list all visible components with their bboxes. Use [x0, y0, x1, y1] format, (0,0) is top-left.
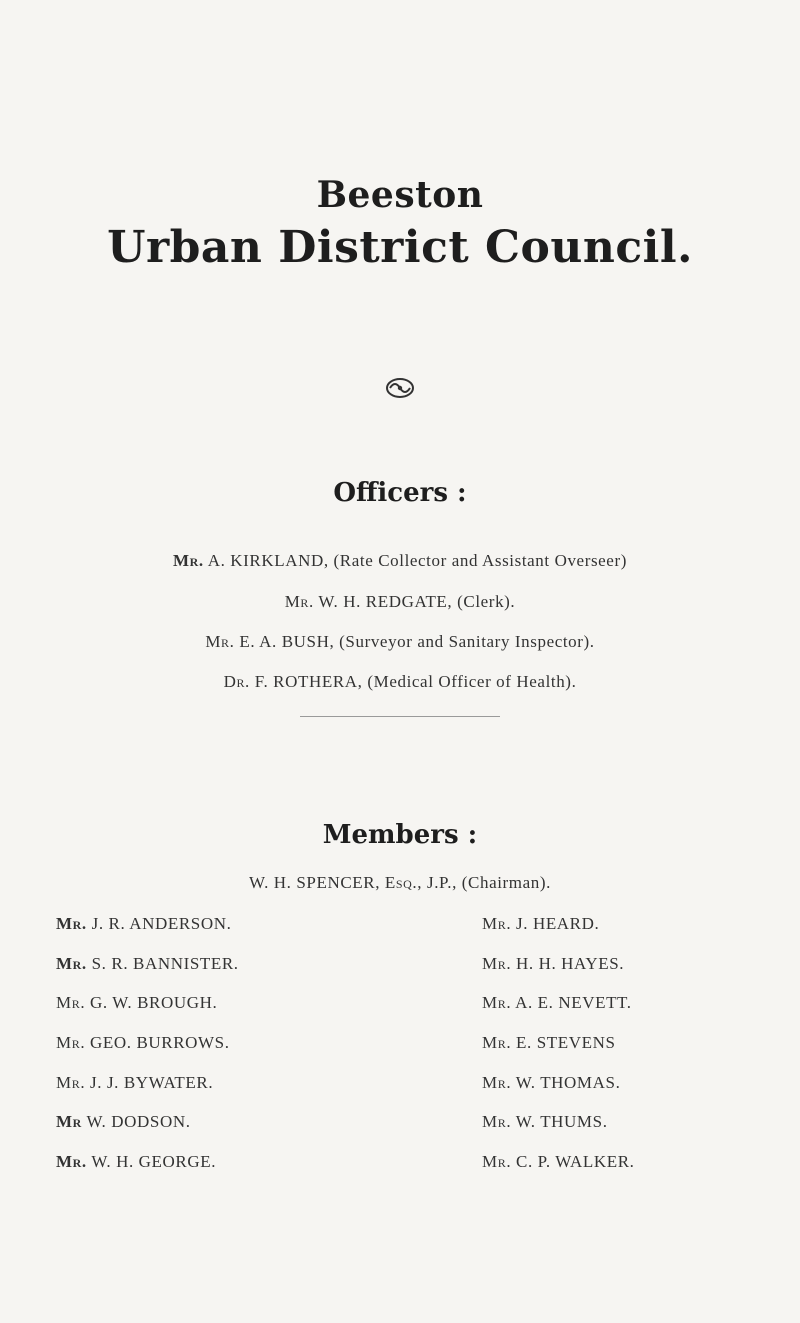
officer-prefix: Mr. — [284, 592, 314, 611]
member-entry — [482, 993, 632, 1013]
member-entry — [482, 1152, 635, 1172]
member-entry — [482, 914, 599, 934]
member-prefix: Mr. — [56, 1033, 86, 1052]
member-name: A. E. NEVETT. — [515, 993, 632, 1012]
member-prefix: Mr. — [482, 1152, 512, 1171]
officer-name: W. H. REDGATE, — [318, 592, 453, 611]
officers-heading: Officers : — [333, 478, 467, 508]
member-prefix: Mr — [56, 1112, 82, 1131]
council-title-line-2: Urban District Council. — [107, 222, 693, 273]
member-prefix: Mr. — [482, 993, 512, 1012]
member-entry — [56, 1112, 191, 1132]
member-name: J. R. ANDERSON. — [91, 914, 232, 933]
member-entry — [482, 1033, 616, 1053]
chairman-name: W. H. SPENCER, — [249, 873, 381, 892]
section-divider — [300, 716, 500, 717]
member-entry — [482, 1112, 608, 1132]
member-name: J. HEARD. — [516, 914, 600, 933]
ornament-icon — [384, 376, 416, 400]
member-name: G. W. BROUGH. — [90, 993, 218, 1012]
chairman-line — [0, 873, 800, 893]
member-name: H. H. HAYES. — [516, 954, 625, 973]
officer-role: (Surveyor and Sanitary Inspector). — [339, 632, 595, 651]
member-name: S. R. BANNISTER. — [91, 954, 239, 973]
member-prefix: Mr. — [56, 1073, 86, 1092]
officer-line — [0, 551, 800, 571]
officer-role: (Clerk). — [457, 592, 516, 611]
officer-prefix: Mr. — [205, 632, 235, 651]
member-entry — [482, 954, 624, 974]
member-prefix: Mr. — [482, 914, 512, 933]
member-entry — [56, 1152, 216, 1172]
member-prefix: Mr. — [482, 1033, 512, 1052]
officer-role: (Rate Collector and Assistant Overseer) — [333, 551, 627, 570]
officer-name: F. ROTHERA, — [254, 672, 363, 691]
officer-name: A. KIRKLAND, — [207, 551, 329, 570]
member-name: W. THOMAS. — [515, 1073, 621, 1092]
member-entry — [482, 1073, 620, 1093]
member-name: E. STEVENS — [516, 1033, 616, 1052]
chairman-honorific: Esq., J.P., — [384, 873, 457, 892]
officer-line — [0, 592, 800, 612]
member-prefix: Mr. — [482, 954, 512, 973]
member-name: GEO. BURROWS. — [90, 1033, 230, 1052]
member-prefix: Mr. — [56, 914, 87, 933]
member-prefix: Mr. — [482, 1073, 512, 1092]
officer-line — [0, 672, 800, 692]
members-heading: Members : — [322, 820, 478, 850]
member-entry — [56, 993, 217, 1013]
member-name: W. DODSON. — [86, 1112, 191, 1131]
council-title-line-1: Beeston — [316, 174, 484, 216]
member-entry — [56, 954, 239, 974]
member-prefix: Mr. — [56, 993, 86, 1012]
officer-name: E. A. BUSH, — [239, 632, 335, 651]
member-entry — [56, 1073, 213, 1093]
member-name: W. H. GEORGE. — [91, 1152, 217, 1171]
member-prefix: Mr. — [482, 1112, 512, 1131]
member-name: C. P. WALKER. — [516, 1152, 635, 1171]
officer-role: (Medical Officer of Health). — [367, 672, 577, 691]
member-entry — [56, 1033, 230, 1053]
officer-line — [0, 632, 800, 652]
member-name: W. THUMS. — [515, 1112, 608, 1131]
officer-prefix: Dr. — [223, 672, 250, 691]
officer-prefix: Mr. — [173, 551, 204, 570]
member-prefix: Mr. — [56, 954, 87, 973]
member-name: J. J. BYWATER. — [90, 1073, 214, 1092]
chairman-role: (Chairman). — [461, 873, 551, 892]
member-entry — [56, 914, 231, 934]
member-prefix: Mr. — [56, 1152, 87, 1171]
